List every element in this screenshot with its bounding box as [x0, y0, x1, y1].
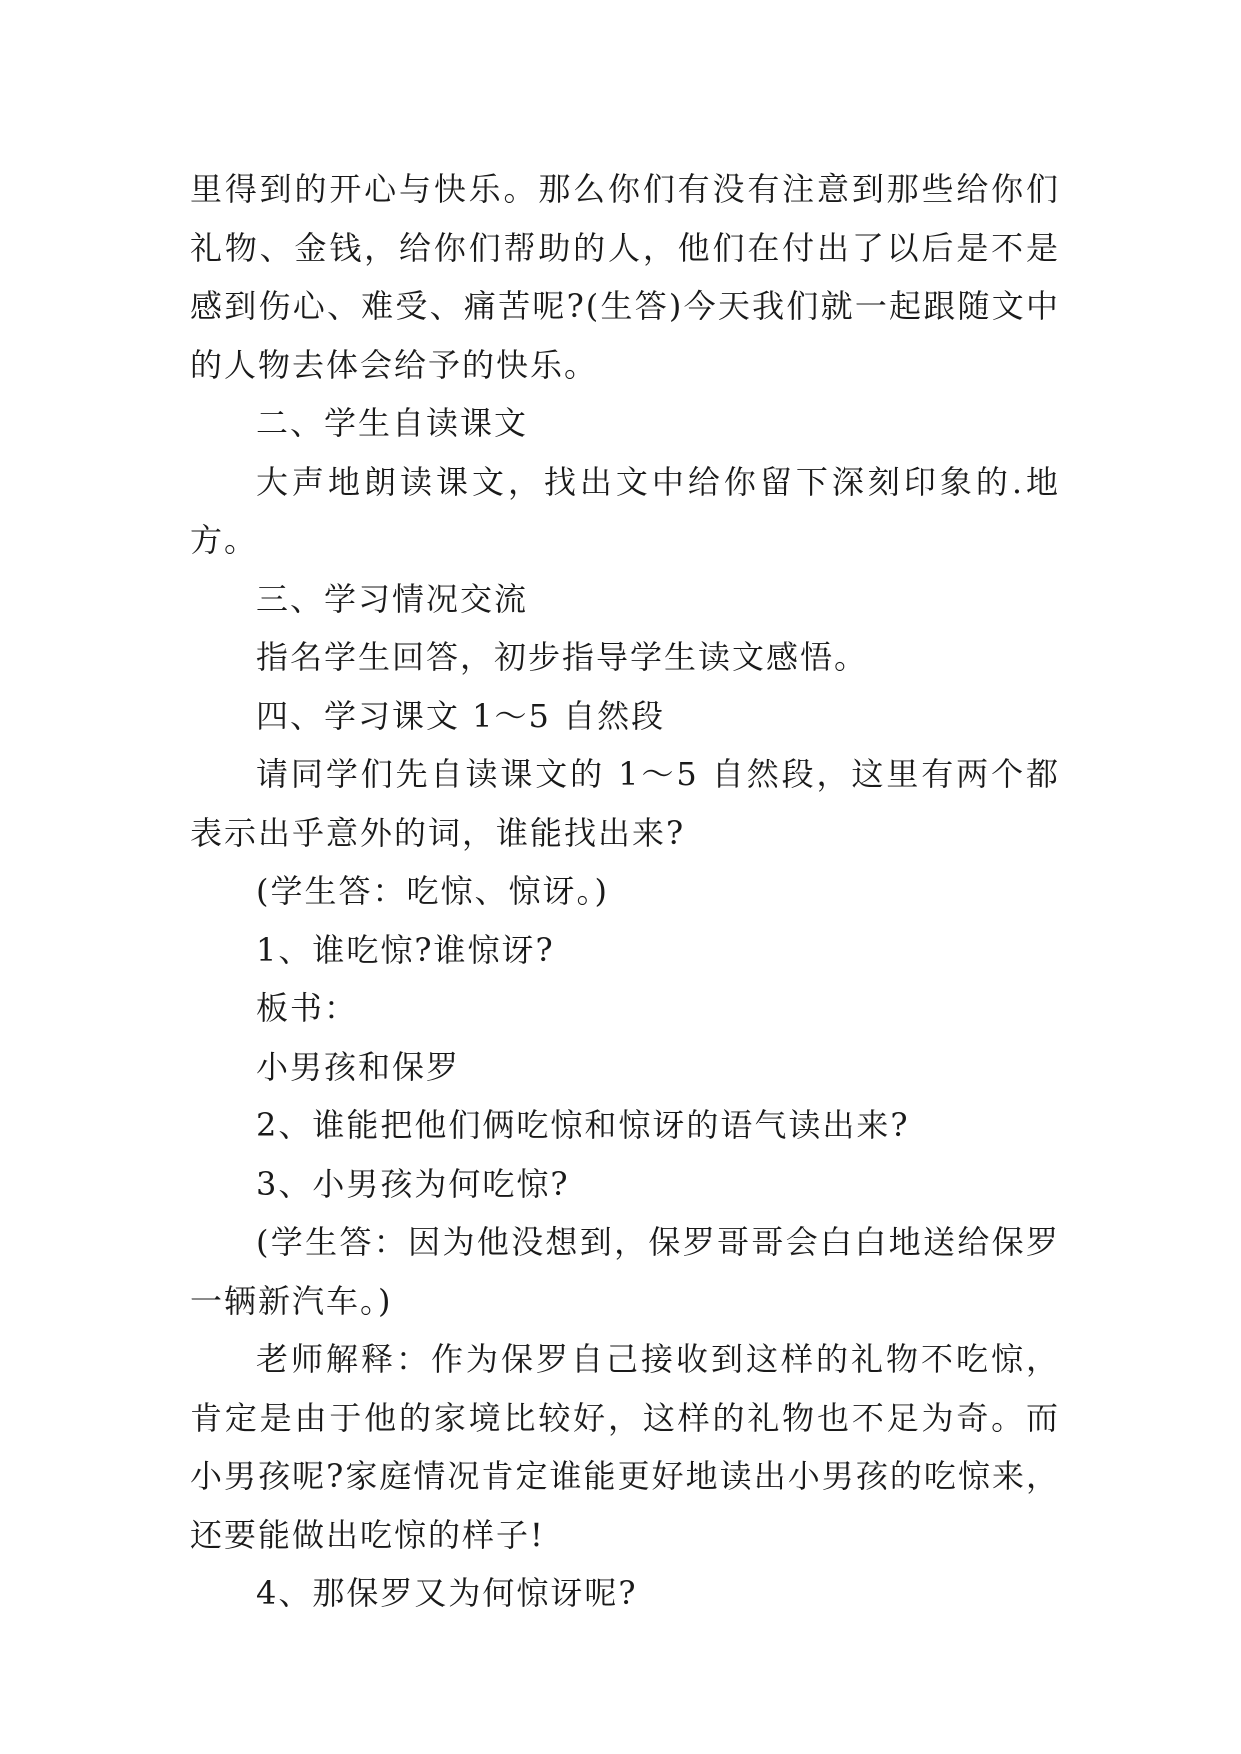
- paragraph-find-words: 请同学们先自读课文的 1～5 自然段，这里有两个都表示出乎意外的词，谁能找出来?: [190, 755, 1060, 852]
- paragraph-student-answer-2: (学生答：因为他没想到，保罗哥哥会白白地送给保罗一辆新汽车。): [190, 1223, 1060, 1320]
- question-4: 4、那保罗又为何惊讶呢?: [256, 1574, 638, 1612]
- paragraph-read-aloud: 大声地朗读课文，找出文中给你留下深刻印象的.地方。: [190, 462, 1060, 559]
- paragraph-student-answer-1: (学生答：吃惊、惊讶。): [256, 872, 609, 910]
- blackboard-label: 板书：: [256, 989, 359, 1027]
- question-2: 2、谁能把他们俩吃惊和惊讶的语气读出来?: [256, 1106, 910, 1144]
- question-3: 3、小男孩为何吃惊?: [256, 1164, 570, 1203]
- question-1: 1、谁吃惊?谁惊讶?: [256, 930, 555, 969]
- paragraph-answer-guidance: 指名学生回答，初步指导学生读文感悟。: [256, 638, 869, 676]
- section-heading-study-1-5: 四、学习课文 1～5 自然段: [256, 696, 666, 735]
- section-heading-self-reading: 二、学生自读课文: [256, 404, 529, 442]
- section-heading-exchange: 三、学习情况交流: [256, 579, 529, 618]
- blackboard-content: 小男孩和保罗: [256, 1047, 461, 1086]
- paragraph-teacher-explanation: 老师解释：作为保罗自己接收到这样的礼物不吃惊，肯定是由于他的家境比较好，这样的礼物也不足为奇。而小男孩呢?家庭情况肯定谁能更好地读出小男孩的吃惊来，还要能做出吃惊的样子!: [190, 1340, 1060, 1554]
- paragraph-intro-continued: 里得到的开心与快乐。那么你们有没有注意到那些给你们礼物、金钱，给你们帮助的人，他们在付出了以后是不是感到伤心、难受、痛苦呢?(生答)今天我们就一起跟随文中的人物去体会给予的快乐。: [190, 170, 1060, 384]
- document-page: [190, 160, 1060, 1623]
